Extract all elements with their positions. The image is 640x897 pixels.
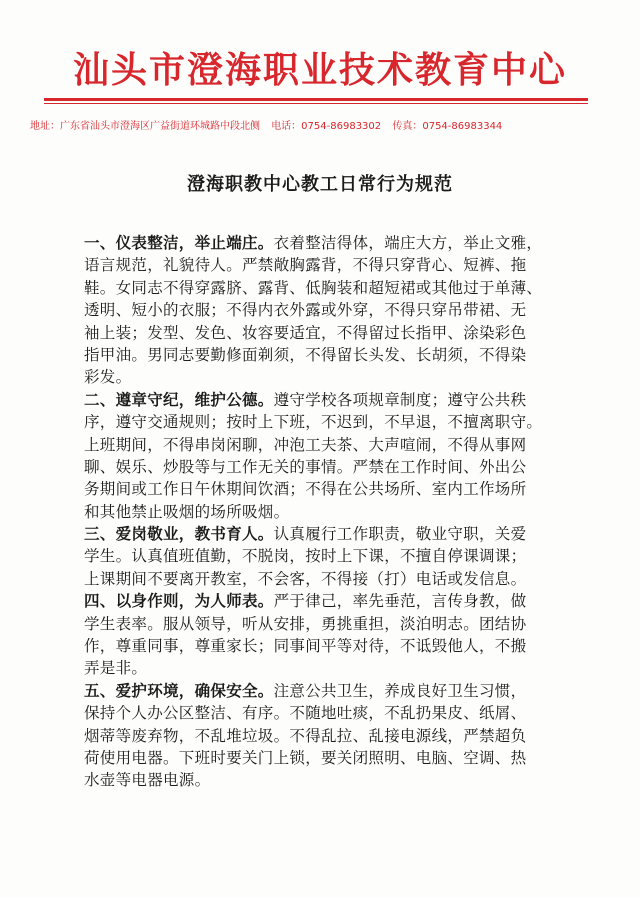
body-line-text: 务期间或工作日午休期间饮酒；不得在公共场所、室内工作场所 xyxy=(84,480,527,499)
body-line xyxy=(84,254,584,276)
section-heading: 一、仪表整洁，举止端庄。 xyxy=(84,233,274,252)
body-line xyxy=(84,501,584,523)
body-line xyxy=(84,232,584,254)
body-line-text: 弄是非。 xyxy=(84,659,148,678)
body-line xyxy=(84,680,584,702)
body-line xyxy=(84,702,584,724)
letterhead-rule-thin xyxy=(44,103,588,104)
body-line xyxy=(84,613,584,635)
body-line xyxy=(84,411,584,433)
body-line-text: 严于律己，率先垂范，言传身教，做 xyxy=(273,592,527,611)
body-line xyxy=(84,769,584,791)
organization-name: 汕头市澄海职业技术教育中心 xyxy=(72,49,567,91)
body-line xyxy=(84,545,584,567)
body-line-text: 和其他禁止吸烟的场所吸烟。 xyxy=(84,502,290,521)
body-line xyxy=(84,590,584,612)
body-line-text: 学生表率。服从领导，听从安排，勇挑重担，淡泊明志。团结协 xyxy=(84,614,527,633)
body-line-text: 上班期间，不得串岗闲聊，冲泡工夫茶、大声喧闹，不得从事网 xyxy=(84,435,527,454)
body-line-text: 烟蒂等废弃物，不乱堆垃圾。不得乱拉、乱接电源线，严禁超负 xyxy=(84,726,527,745)
body-line-text: 透明、短小的衣服；不得内衣外露或外穿，不得只穿吊带裙、无 xyxy=(84,301,527,320)
letterhead-rule-thick xyxy=(44,98,588,101)
body-line xyxy=(84,456,584,478)
body-line-text: 保持个人办公区整洁、有序。不随地吐痰，不乱扔果皮、纸屑、 xyxy=(84,704,527,723)
body-line xyxy=(84,299,584,321)
body-line-text: 语言规范，礼貌待人。严禁敞胸露背，不得只穿背心、短裤、拖 xyxy=(84,256,527,275)
body-line-text: 遵守学校各项规章制度；遵守公共秩 xyxy=(273,390,527,409)
body-line xyxy=(84,635,584,657)
body-line-text: 袖上装；发型、发色、妆容要适宜，不得留过长指甲、涂染彩色 xyxy=(84,323,527,342)
phone-text: 电话：0754-86983302 xyxy=(271,121,382,132)
body-line xyxy=(84,568,584,590)
address-text: 地址：广东省汕头市澄海区广益街道环城路中段北侧 xyxy=(30,121,260,132)
body-line-text: 序，遵守交通规则；按时上下班，不迟到，不早退，不擅离职守。 xyxy=(84,413,543,432)
section-heading: 三、爱岗敬业，教书育人。 xyxy=(84,524,274,544)
body-line xyxy=(84,434,584,456)
body-line-text: 荷使用电器。下班时要关门上锁，要关闭照明、电脑、空调、热 xyxy=(84,748,527,767)
body-line xyxy=(84,344,584,366)
body-line xyxy=(84,366,584,388)
body-line xyxy=(84,478,584,500)
body-line xyxy=(84,277,584,299)
body-line-text: 作，尊重同事，尊重家长；同事间平等对待，不诋毁他人，不搬 xyxy=(84,637,527,656)
section-heading: 四、以身作则，为人师表。 xyxy=(84,591,274,611)
body-line xyxy=(84,747,584,769)
body-line-text: 学生。认真值班值勤，不脱岗，按时上下课，不擅自停课调课； xyxy=(84,547,527,566)
body-line-text: 注意公共卫生，养成良好卫生习惯， xyxy=(273,681,527,700)
body-line-text: 彩发。 xyxy=(84,368,132,387)
body-line xyxy=(84,657,584,679)
body-line-text: 指甲油。男同志要勤修面剃须，不得留长头发、长胡须，不得染 xyxy=(84,345,527,364)
body-line xyxy=(84,523,584,545)
body-line-text: 鞋。女同志不得穿露脐、露背、低胸装和超短裙或其他过于单薄、 xyxy=(84,278,543,297)
body-line xyxy=(84,389,584,411)
document-title: 澄海职教中心教工日常行为规范 xyxy=(187,174,453,195)
section-heading: 五、爱护环境，确保安全。 xyxy=(84,680,274,700)
document-body xyxy=(84,232,584,792)
letterhead-contact-line xyxy=(30,120,630,134)
body-line-text: 衣着整洁得体，端庄大方，举止文雅， xyxy=(273,234,543,252)
body-line-text: 上课期间不要离开教室，不会客，不得接（打）电话或发信息。 xyxy=(84,569,527,588)
section-heading: 二、遵章守纪，维护公德。 xyxy=(84,389,274,409)
body-line-text: 认真履行工作职责，敬业守职，关爱 xyxy=(273,525,527,544)
fax-text: 传真：0754-86983344 xyxy=(392,121,503,132)
body-line xyxy=(84,725,584,747)
body-line-text: 聊、娱乐、炒股等与工作无关的事情。严禁在工作时间、外出公 xyxy=(84,457,527,476)
body-line xyxy=(84,322,584,344)
body-line-text: 水壶等电器电源。 xyxy=(84,771,211,790)
